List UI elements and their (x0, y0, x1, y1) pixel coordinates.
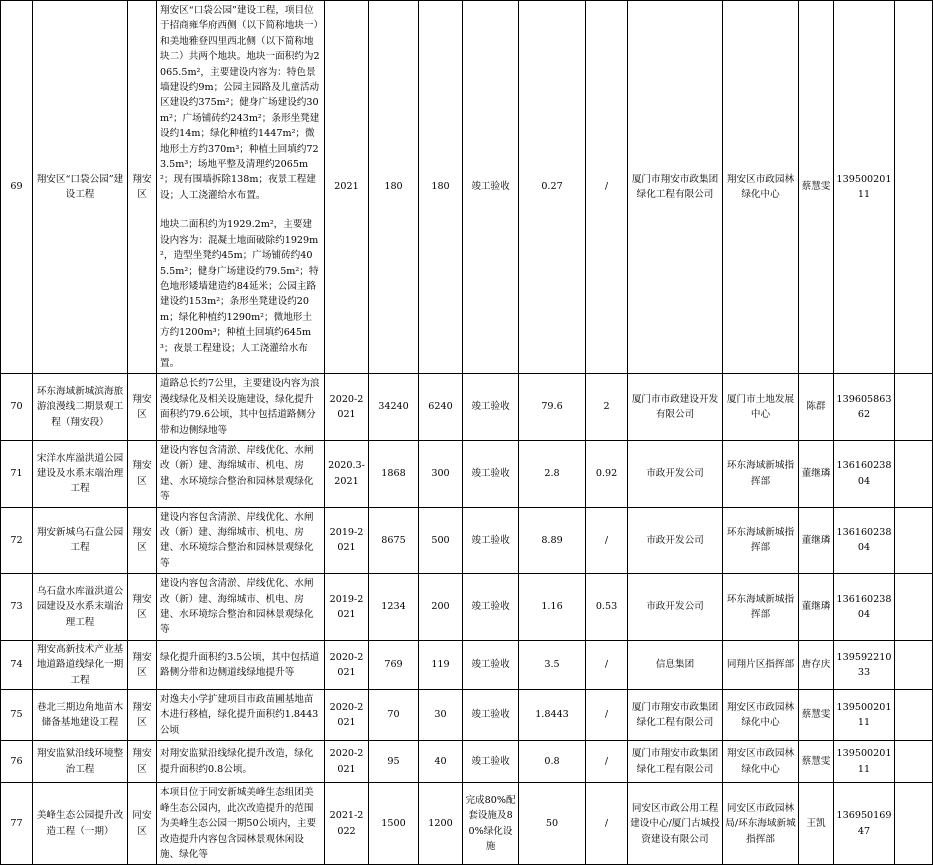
progress-cell: 竣工验收 (463, 574, 519, 641)
table-row (1, 374, 933, 441)
total-investment-cell: 180 (369, 1, 419, 374)
contact-person-cell: 唐存庆 (799, 640, 834, 689)
blank-cell (895, 374, 933, 441)
year-cell: 2021-2022 (325, 783, 369, 865)
responsible-unit-cell: 翔安区市政园林绿化中心 (723, 690, 799, 741)
phone-cell: 13616023804 (834, 574, 895, 641)
phone-cell: 13616023804 (834, 440, 895, 507)
total-investment-cell: 769 (369, 640, 419, 689)
phone-cell: 13950020111 (834, 741, 895, 783)
area-cell: 1.16 (519, 574, 586, 641)
phone-cell: 13959221033 (834, 640, 895, 689)
planned-investment-cell: 1200 (419, 783, 463, 865)
year-cell: 2019-2021 (325, 574, 369, 641)
description-cell (157, 640, 325, 689)
description-cell (157, 1, 325, 374)
progress-cell: 竣工验收 (463, 640, 519, 689)
project-name-cell: 巷北三期边角地苗木储备基地建设工程 (33, 690, 128, 741)
year-cell: 2019-2021 (325, 507, 369, 574)
progress-cell: 竣工验收 (463, 1, 519, 374)
year-cell: 2021 (325, 1, 369, 374)
year-cell: 2020-2021 (325, 741, 369, 783)
blank-cell (895, 440, 933, 507)
contact-person-cell: 陈群 (799, 374, 834, 441)
contact-person-cell: 蔡慧雯 (799, 1, 834, 374)
builder-cell: 厦门市市政建设开发有限公司 (628, 374, 723, 441)
description-text: 对翔安监狱沿线绿化提升改造，绿化提升面积约0.8公顷。 (160, 748, 314, 775)
contact-person-cell: 蔡慧雯 (799, 741, 834, 783)
description-cell (157, 741, 325, 783)
planned-investment-cell: 200 (419, 574, 463, 641)
builder-cell: 厦门市翔安市政集团绿化工程有限公司 (628, 690, 723, 741)
district-cell: 翔安区 (128, 507, 157, 574)
district-cell: 翔安区 (128, 741, 157, 783)
area-cell: 0.8 (519, 741, 586, 783)
responsible-unit-cell: 环东海域新城指挥部 (723, 574, 799, 641)
builder-cell: 市政开发公司 (628, 574, 723, 641)
responsible-unit-cell: 翔安区市政园林绿化中心 (723, 1, 799, 374)
description-text: 建设内容包含清淤、岸线优化、水闸改（新）建、海绵城市、机电、房建、水环境综合整治和园林景观绿化等 (160, 511, 314, 569)
district-cell: 翔安区 (128, 640, 157, 689)
table-row (1, 574, 933, 641)
planned-investment-cell: 30 (419, 690, 463, 741)
row-number-cell: 76 (1, 741, 33, 783)
project-name-cell: 翔安高新技术产业基地道路道线绿化一期工程 (33, 640, 128, 689)
length-cell: 2 (586, 374, 628, 441)
area-cell: 79.6 (519, 374, 586, 441)
district-cell: 翔安区 (128, 690, 157, 741)
year-cell: 2020.3-2021 (325, 440, 369, 507)
total-investment-cell: 95 (369, 741, 419, 783)
description-text: 本项目位于同安新城美峰生态组团美峰生态公园内，此次改造提升的范围为美峰生态公园一期50公顷内，主要改造提升内容包含园林景观休闲设施、绿化等 (160, 787, 317, 860)
contact-person-cell: 王凯 (799, 783, 834, 865)
blank-cell (895, 783, 933, 865)
planned-investment-cell: 119 (419, 640, 463, 689)
contact-person-cell: 董继璘 (799, 574, 834, 641)
blank-cell (895, 507, 933, 574)
phone-cell: 13960586362 (834, 374, 895, 441)
blank-cell (895, 690, 933, 741)
row-number-cell: 77 (1, 783, 33, 865)
table-row (1, 507, 933, 574)
total-investment-cell: 70 (369, 690, 419, 741)
responsible-unit-cell: 环东海域新城指挥部 (723, 440, 799, 507)
total-investment-cell: 1234 (369, 574, 419, 641)
description-text: 建设内容包含清淤、岸线优化、水闸改（新）建、海绵城市、机电、房建、水环境综合整治和园林景观绿化等 (160, 578, 314, 636)
builder-cell: 同安区市政公用工程建设中心/厦门古城投资建设有限公司 (628, 783, 723, 865)
row-number-cell: 72 (1, 507, 33, 574)
planned-investment-cell: 300 (419, 440, 463, 507)
contact-person-cell: 董继璘 (799, 440, 834, 507)
phone-cell: 13695016947 (834, 783, 895, 865)
blank-cell (895, 640, 933, 689)
contact-person-cell: 蔡慧雯 (799, 690, 834, 741)
total-investment-cell: 1868 (369, 440, 419, 507)
table-row (1, 640, 933, 689)
district-cell: 翔安区 (128, 574, 157, 641)
area-cell: 3.5 (519, 640, 586, 689)
length-cell: / (586, 741, 628, 783)
responsible-unit-cell: 厦门市土地发展中心 (723, 374, 799, 441)
total-investment-cell: 34240 (369, 374, 419, 441)
year-cell: 2020-2021 (325, 640, 369, 689)
area-cell: 50 (519, 783, 586, 865)
builder-cell: 市政开发公司 (628, 440, 723, 507)
table-row (1, 690, 933, 741)
description-cell (157, 440, 325, 507)
description-text: 绿化提升面积约3.5公顷，其中包括道路侧分带和边侧道线绿地提升等 (160, 651, 320, 678)
planned-investment-cell: 40 (419, 741, 463, 783)
description-text: 建设内容包含清淤、岸线优化、水闸改（新）建、海绵城市、机电、房建、水环境综合整治和园林景观绿化等 (160, 444, 314, 503)
length-cell: / (586, 783, 628, 865)
description-cell (157, 574, 325, 641)
blank-cell (895, 741, 933, 783)
project-name-cell: 翔安监狱沿线环境整治工程 (33, 741, 128, 783)
builder-cell: 信息集团 (628, 640, 723, 689)
planned-investment-cell: 6240 (419, 374, 463, 441)
total-investment-cell: 1500 (369, 783, 419, 865)
progress-cell: 完成80%配套设施及80%绿化设施 (463, 783, 519, 865)
description-text-2: 地块二面积约为1929.2m²，主要建设内容为：混凝土地面破除约1929m²，造型坐凳约45m；广场铺砖约405.5m²；健身广场建设约79.5m²；特色地形矮墙建造约84延米；公园主路建设约153m²；条形坐凳建设约20m；绿化种植约1290m²；微地形土方约1200m³；种植土回填约645m³；夜景工程建设；人工浇灌给水布置。 (160, 219, 319, 369)
progress-cell: 竣工验收 (463, 507, 519, 574)
table-row (1, 741, 933, 783)
length-cell: / (586, 640, 628, 689)
area-cell: 8.89 (519, 507, 586, 574)
area-cell: 2.8 (519, 440, 586, 507)
district-cell: 同安区 (128, 783, 157, 865)
district-cell: 翔安区 (128, 440, 157, 507)
description-cell (157, 690, 325, 741)
length-cell: / (586, 690, 628, 741)
row-number-cell: 74 (1, 640, 33, 689)
responsible-unit-cell: 同安区市政园林局/环东海域新城指挥部 (723, 783, 799, 865)
row-number-cell: 75 (1, 690, 33, 741)
project-name-cell: 乌石盘水库溢洪道公园建设及水系末端治理工程 (33, 574, 128, 641)
description-text: 对逸夫小学扩建项目市政苗圃基地苗木进行移植，绿化提升面积约1.8443公顷 (160, 694, 319, 736)
year-cell: 2020-2021 (325, 374, 369, 441)
responsible-unit-cell: 翔安区市政园林绿化中心 (723, 741, 799, 783)
blank-cell (895, 574, 933, 641)
district-cell: 翔安区 (128, 374, 157, 441)
progress-cell: 竣工验收 (463, 374, 519, 441)
area-cell: 1.8443 (519, 690, 586, 741)
planned-investment-cell: 180 (419, 1, 463, 374)
project-name-cell: 环东海域新城滨海旅游浪漫线二期景观工程（翔安段） (33, 374, 128, 441)
row-number-cell: 70 (1, 374, 33, 441)
description-text: 翔安区“口袋公园”建设工程，项目位于招商雍华府西侧（以下简称地块一）和美地雅登四里西北侧（以下简称地块二）共两个地块。地块一面积约为2065.5m²，主要建设内容为：特色景墙建设约9m；公园主园路及儿童活动区建设约375m²；健身广场建设约30m²；广场铺砖约243m²；条形坐凳建设约14m；绿化种植约1447m²；微地形土方约370m³；种植土回填约723.5m³；场地平整及清理约2065m²；现有围墙拆除138m；夜景工程建设；人工浇灌给水布置。 (160, 5, 320, 201)
project-name-cell: 翔安新城乌石盘公园工程 (33, 507, 128, 574)
length-cell: / (586, 1, 628, 374)
description-cell (157, 374, 325, 441)
description-text: 道路总长约7公里，主要建设内容为浪漫线绿化及相关设施建设，绿化提升面积约79.6公顷，其中包括道路侧分带和边侧绿地等 (160, 378, 320, 436)
phone-cell: 13950020111 (834, 1, 895, 374)
row-number-cell: 71 (1, 440, 33, 507)
progress-cell: 竣工验收 (463, 741, 519, 783)
length-cell: 0.53 (586, 574, 628, 641)
contact-person-cell: 董继璘 (799, 507, 834, 574)
year-cell: 2020-2021 (325, 690, 369, 741)
progress-cell: 竣工验收 (463, 440, 519, 507)
area-cell: 0.27 (519, 1, 586, 374)
responsible-unit-cell: 环东海域新城指挥部 (723, 507, 799, 574)
table-row (1, 440, 933, 507)
blank-cell (895, 1, 933, 374)
row-number-cell: 69 (1, 1, 33, 374)
project-name-cell: 翔安区“口袋公园”建设工程 (33, 1, 128, 374)
length-cell: / (586, 507, 628, 574)
description-cell (157, 507, 325, 574)
progress-cell: 竣工验收 (463, 690, 519, 741)
project-name-cell: 宋洋水库溢洪道公园建设及水系末端治理工程 (33, 440, 128, 507)
planned-investment-cell: 500 (419, 507, 463, 574)
table-row (1, 783, 933, 865)
description-cell (157, 783, 325, 865)
phone-cell: 13616023804 (834, 507, 895, 574)
length-cell: 0.92 (586, 440, 628, 507)
builder-cell: 厦门市翔安市政集团绿化工程有限公司 (628, 741, 723, 783)
row-number-cell: 73 (1, 574, 33, 641)
builder-cell: 厦门市翔安市政集团绿化工程有限公司 (628, 1, 723, 374)
district-cell: 翔安区 (128, 1, 157, 374)
table-row (1, 1, 933, 374)
responsible-unit-cell: 同翔片区指挥部 (723, 640, 799, 689)
total-investment-cell: 8675 (369, 507, 419, 574)
project-name-cell: 美峰生态公园提升改造工程（一期） (33, 783, 128, 865)
builder-cell: 市政开发公司 (628, 507, 723, 574)
phone-cell: 13950020111 (834, 690, 895, 741)
